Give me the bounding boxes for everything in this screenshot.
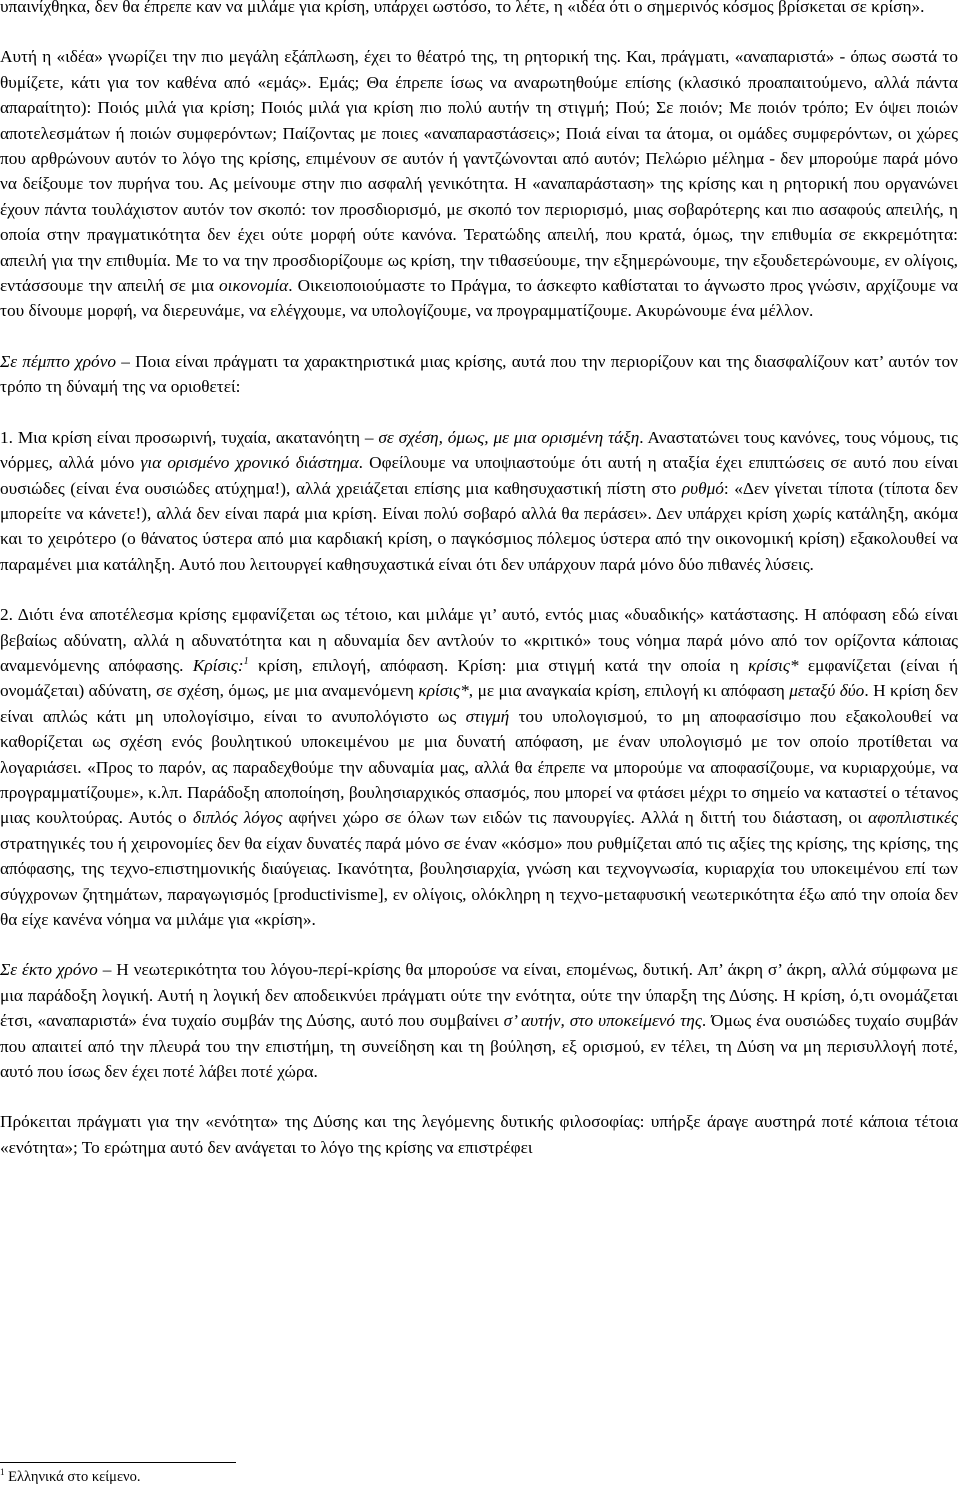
paragraph <box>0 1109 958 1160</box>
emphasized-text: Σε πέμπτο χρόνο <box>0 351 117 371</box>
emphasized-text: Σε έκτο χρόνο <box>0 960 98 980</box>
emphasized-text: οικονομία <box>219 276 289 296</box>
paragraph <box>0 602 958 932</box>
paragraph-text: – Η νεωτερικότητα του λόγου-περί-κρίσης θα μπορούσε να είναι, επομένως, δυτική. Απ’ άκρη σ’ άκρη, αλλά σύμφωνα με μια παράδοξη λογική. Αυτή η λογική δεν αποδεικνύει πράγματι ούτε την ενότητα, ούτε την ύπαρξη της Δύσης. Η κρίση, ό,τι ονομάζεται έτσι, «αναπαριστά» ένα τυχαίο συμβάν της Δύσης, αυτό που συμβαίνει <box>0 960 959 1031</box>
paragraph-text: . Η κρίση δεν είναι απλώς κάτι μη υπολογίσιμο, είναι το ανυπολόγιστο ως <box>0 681 958 726</box>
paragraph <box>0 957 958 1084</box>
paragraph-text: εμφανίζεται (είναι ή ονομάζεται) αδύνατη, σε σχέση, όμως, με μια αναμενόμενη <box>0 655 958 701</box>
paragraph-text: του υπολογισμού, το μη αποφασίσιμο που εξακολουθεί να καθορίζεται ως σχέση ενός βουλητικού υποκειμένου με μια δυνατή απόφαση, με έναν υπολογισμό με τον οποίο προτίθεται να λογαριάσει. «Προς το παρόν, ας παραδεχθούμε την αδυναμία μας, αλλά θα έπρεπε να μπορούμε να αποφασίζουμε, να κυριαρχούμε, να προγραμματίζουμε», κ.λπ. Παράδοξη αποποίηση, βουλησιαρχικός σπασμός, που μπορεί να φτάσει μέχρι το σημείο να καταστεί ο τέτανος μιας κουλτούρας. Αυτός ο <box>0 706 958 828</box>
footnote-marker: 1 <box>0 1467 5 1477</box>
emphasized-text: κρίσις* <box>418 681 469 701</box>
paragraph-text: αφήνει χώρο σε όλων των ειδών τις πανουργίες. Αλλά η διττή του διάσταση, οι <box>282 808 869 828</box>
paragraph-text: . Οφείλουμε να υποψιαστούμε ότι αυτή η αταξία έχει επιπτώσεις σε αυτό που είναι ουσιώδες (είναι ένα ουσιώδες ατύχημα!), αλλά χρειάζεται επίσης μια καθησυχαστική πίστη στο <box>0 453 958 498</box>
paragraph <box>0 425 958 577</box>
paragraph <box>0 0 958 19</box>
paragraph-text: υπαινίχθηκα, δεν θα έπρεπε καν να μιλάμε για κρίση, υπάρχει ωστόσο, το λέτε, η «ιδέα ότι ο σημερινός κόσμος βρίσκεται σε κρίση». <box>0 0 925 16</box>
emphasized-text: διπλός λόγος <box>192 808 283 828</box>
paragraph-text: 1. Μια κρίση είναι προσωρινή, τυχαία, ακατανόητη – <box>0 427 379 447</box>
paragraph-text: . Όμως ένα ουσιώδες τυχαίο συμβάν που απαιτεί από την πλευρά του την επιστήμη, τη συνείδηση και τη βούληση, εξ ορισμού, εν τέλει, τη Δύση να μη περισυλλογή ποτέ, αυτό που ίσως δεν έχει ποτέ λάβει ποτέ χώρα. <box>0 1011 958 1082</box>
emphasized-text: Κρίσις: <box>192 655 244 675</box>
emphasized-text: για ορισμένο χρονικό διάστημα <box>140 453 359 473</box>
paragraph-text: . Οικειοποιούμαστε το Πράγμα, το άσκεφτο καθίσταται το άγνωστο προς γνώσιν, αρχίζουμε να του δίνουμε μορφή, να διερευνάμε, να ελέγχουμε, να υπολογίζουμε, να προγραμματίζουμε. Ακυρώνουμε ένα μέλλον. <box>0 276 958 321</box>
emphasized-text: στιγμή <box>465 706 510 726</box>
paragraph-text: : «Δεν γίνεται τίποτα (τίποτα δεν μπορείτε να κάνετε!), αλλά δεν είναι παρά μια κρίση. Είναι πολύ σοβαρό αλλά θα περάσει». Δεν υπάρχει κρίση χωρίς κατάληξη, ακόμα και το χειρότερο (ο θάνατος ύστερα από μια καρδιακή κρίση, ο παγκόσμιος πόλεμος ύστερα από την οικονομική κρίση) εξακολουθεί να παραμένει μια κατάληξη. Αυτό που λειτουργεί καθησυχαστικά είναι ότι δεν υπάρχουν παρά μόνο δύο πιθανές λύσεις. <box>0 478 958 574</box>
paragraph-text: Αυτή η «ιδέα» γνωρίζει την πιο μεγάλη εξάπλωση, έχει το θέατρό της, τη ρητορική της. Και, πράγματι, «αναπαριστά» - όπως σωστά το θυμίζετε, κάτι για τον καθένα από «εμάς». Εμάς; Θα έπρεπε ίσως να αναρωτηθούμε επίσης (κλασικό προαπαιτούμενο, αλλά πάντα απαραίτητο): Ποιός μιλά για κρίση; Ποιός μιλά για κρίση πιο πολύ αυτήν τη στιγμή; Πού; Σε ποιόν; Με ποιόν τρόπο; Εν όψει ποιών αποτελεσμάτων ή ποιών συμφερόντων; Παίζοντας με ποιες «αναπαραστάσεις»; Ποιά είναι τα άτομα, οι ομάδες συμφερόντων, οι χώρες που αρθρώνουν αυτόν το λόγο της κρίσης, επιμένουν σε αυτόν ή γαντζώνονται από αυτόν; Πελώριο μέλημα - δεν μπορούμε παρά μόνο να δείξουμε τον πυρήνα του. Ας μείνουμε στην πιο ασφαλή γενικότητα. Η «αναπαράσταση» της κρίσης και η ρητορική που οργανώνει έχουν πάντα τουλάχιστον αυτόν τον σκοπό: τον προσδιορισμό, με σκοπό τον περιορισμό, μιας σοβαρότερης και πιο ασαφούς απειλής, η οποία στην πραγματικότητα δεν έχει ούτε μορφή ούτε κανόνα. Τερατώδης απειλή, που κρατά, όμως, την επιθυμία σε εκκρεμότητα: απειλή για την επιθυμία. Με το να την προσδιορίζουμε ως κρίση, την τιθασεύουμε, την εξημερώνουμε, την εξουδετερώνουμε, εν ολίγοις, εντάσσουμε την απειλή σε μια <box>0 47 958 296</box>
emphasized-text: κρίσις* <box>748 655 799 675</box>
paragraph-text: κρίση, επιλογή, απόφαση. Κρίση: μια στιγμή κατά την οποία η <box>248 655 749 675</box>
paragraph <box>0 44 958 323</box>
paragraph-text: . Αναστατώνει τους κανόνες, τους νόμους, τις νόρμες, αλλά μόνο <box>0 427 958 473</box>
footnote-reference: 1 <box>243 655 249 667</box>
paragraph-text: Πρόκειται πράγματι για την «ενότητα» της Δύσης και της λεγόμενης δυτικής φιλοσοφίας: υπήρξε άραγε αυστηρά ποτέ κάποια τέτοια «ενότητα»; Το ερώτημα αυτό δεν ανάγεται το λόγο της κρίσης να επιστρέφει <box>0 1112 958 1157</box>
footnote-separator <box>0 1462 236 1463</box>
emphasized-text: σ’ αυτήν, στο υποκείμενό της <box>503 1011 702 1031</box>
paragraph <box>0 349 958 400</box>
paragraph-text: στρατηγικές του ή χειρονομίες δεν θα είχαν δυνατές παρά μόνο σε έναν «κόσμο» που ρυθμίζεται από τις αξίες της κρίσης, της κρίσης, της απόφασης, της τεχνο-επιστημονικής διαύγειας. Ικανότητα, βουλησιαρχία, γνώση και τεχνογνωσία, κυριαρχία του υποκειμένου επί των σύγχρονων ζητημάτων, παραγωγισμός [productivisme], εν ολίγοις, ολόκληρη η τεχνο-μεταφυσική νεωτερικότητα έξω από την οποία δεν θα είχε κανένα νόημα να μιλάμε για «κρίση». <box>0 833 958 929</box>
paragraph-text: , με μια αναγκαία κρίση, επιλογή κι απόφαση <box>468 681 790 701</box>
emphasized-text: σε σχέση, όμως, με μια ορισμένη τάξη <box>378 427 640 447</box>
emphasized-text: μεταξύ δύο <box>789 681 865 701</box>
footnote <box>0 1468 140 1486</box>
emphasized-text: αφοπλιστικές <box>868 808 958 828</box>
footnote-text: Ελληνικά στο κείμενο. <box>4 1469 141 1485</box>
paragraph-text: 2. Διότι ένα αποτέλεσμα κρίσης εμφανίζεται ως τέτοιο, και μιλάμε γι’ αυτό, εντός μιας «δυαδικής» κατάστασης. Η απόφαση εδώ είναι βεβαίως αδύνατη, αλλά η αδυνατότητα και η αδυναμία δεν αντλούν το «κριτικό» τους νόημα παρά μόνο από τον ορίζοντα κάποιας αναμενόμενης απόφασης. <box>0 605 958 675</box>
emphasized-text: ρυθμό <box>681 478 724 498</box>
paragraph-text: – Ποια είναι πράγματι τα χαρακτηριστικά μιας κρίσης, αυτά που την περιορίζουν και της διασφαλίζουν κατ’ αυτόν τον τρόπο τη δύναμή της να οριοθετεί: <box>0 351 959 397</box>
